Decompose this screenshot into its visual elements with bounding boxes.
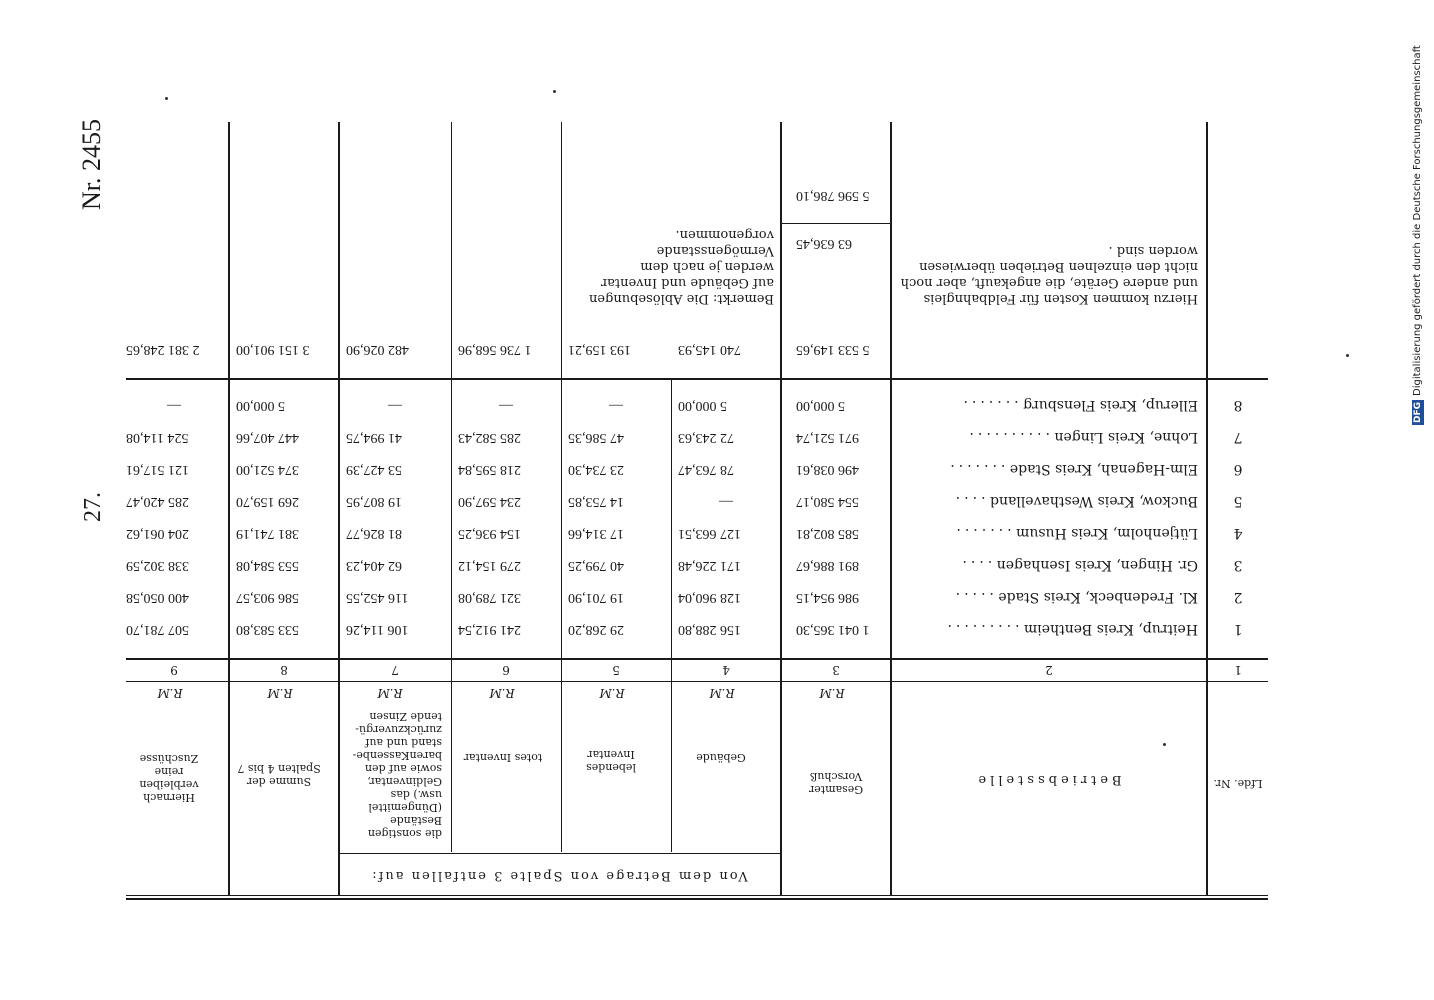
cell-c8: 269 159,70 <box>236 494 299 509</box>
row-name: Buckow, Kreis Westhavelland .... <box>951 493 1198 509</box>
cell-c6: 218 595,84 <box>458 462 521 477</box>
scan-speck <box>165 97 168 100</box>
cell-c5: 47 586,35 <box>568 430 624 445</box>
row-name: Elm-Hagenah, Kreis Stade ....... <box>946 461 1198 477</box>
cell-c5: 23 734,30 <box>568 462 624 477</box>
cell-c6: 321 789,08 <box>458 590 521 605</box>
row-name: Gr. Hingen, Kreis Isenhagen .... <box>958 557 1198 573</box>
unit-c8: R.M <box>267 686 293 700</box>
header-sonstige-bestaende: die sonstigen Bestände (Düngemittel usw.) das Geldinventar, sowie auf den barenKassenbestand und auf zurückzuvergütende Zinsen <box>352 710 442 840</box>
cell-c9: 338 302,59 <box>126 558 189 573</box>
cell-c6: 154 936,25 <box>458 526 521 541</box>
cell-c5: 29 268,20 <box>568 622 624 637</box>
row-name: Heitrup, Kreis Bentheim ......... <box>943 621 1198 637</box>
row-name: Kl. Fredenbeck, Kreis Stade ..... <box>951 589 1198 605</box>
header-lfde-nr: Lfde. Nr. <box>1213 777 1263 790</box>
column-number: 5 <box>612 663 620 677</box>
cell-c9: 524 114,08 <box>126 430 189 445</box>
unit-c7: R.M <box>377 686 403 700</box>
cell-c8: 553 584,08 <box>236 558 299 573</box>
cell-c7: 81 826,77 <box>346 526 402 541</box>
total-c5: 193 159,21 <box>568 342 631 357</box>
cell-c7: 53 427,39 <box>346 462 402 477</box>
page-number: 27. <box>80 492 106 522</box>
column-number: 6 <box>502 663 510 677</box>
series-label: Nr. 2455 <box>77 119 106 210</box>
unit-c4: R.M <box>709 686 735 700</box>
cell-c6: 285 582,43 <box>458 430 521 445</box>
row-number: 7 <box>1233 429 1243 445</box>
cell-c3: 986 954,15 <box>796 590 859 605</box>
column-number: 1 <box>1234 663 1242 677</box>
cell-c3: 496 038,61 <box>796 462 859 477</box>
column-number: 4 <box>722 663 730 677</box>
col-divider <box>228 122 230 896</box>
column-number: 8 <box>280 663 288 677</box>
header-lebendes-inventar: lebendes Inventar <box>586 748 636 774</box>
cell-c3: 971 521,74 <box>796 430 859 445</box>
unit-c9: R.M <box>157 686 183 700</box>
cell-c4: — <box>719 494 733 509</box>
row-number: 4 <box>1233 525 1243 541</box>
cell-c4: 128 960,04 <box>678 590 741 605</box>
total-c9: 2 381 248,65 <box>126 342 200 357</box>
row-number: 6 <box>1233 461 1243 477</box>
row-name: Lohne, Kreis Lingen .......... <box>965 429 1198 445</box>
cell-c6: 234 597,90 <box>458 494 521 509</box>
unit-c3: R.M <box>819 686 845 700</box>
cell-c7: 116 452,55 <box>346 590 409 605</box>
scan-speck <box>1163 743 1166 746</box>
header-reine-zuschuesse: Hiernach verbleiben reine Zuschüsse <box>139 752 199 804</box>
cell-c6: — <box>499 398 513 413</box>
column-number-rule <box>126 658 1268 660</box>
cell-c6: 279 154,12 <box>458 558 521 573</box>
cell-c3: 891 886,67 <box>796 558 859 573</box>
scan-speck <box>1346 354 1349 357</box>
cell-c9: 285 420,47 <box>126 494 189 509</box>
table-top-rule <box>126 898 1268 900</box>
cell-c5: — <box>609 398 623 413</box>
cell-c3: 585 802,81 <box>796 526 859 541</box>
cell-c5: 40 799,25 <box>568 558 624 573</box>
cell-c7: 41 994,75 <box>346 430 402 445</box>
column-number: 2 <box>1045 663 1053 677</box>
header-summe-spalten: Summe der Spalten 4 bis 7 <box>237 762 321 788</box>
cell-c4: 171 226,48 <box>678 558 741 573</box>
group-title-rule <box>339 853 780 854</box>
row-number: 3 <box>1233 557 1243 573</box>
table-top-rule-inner <box>126 895 1268 896</box>
remark: Bemerkt: Die Ablösebungen auf Gebäude und Inventar werden je nach dem Vermögensstande vorgenommen. <box>588 227 774 306</box>
header-totes-inventar: totes Inventar <box>463 751 543 764</box>
cell-c9: — <box>167 398 181 413</box>
cell-c7: — <box>388 398 402 413</box>
row-number: 2 <box>1233 589 1243 605</box>
dfg-logo: DFG <box>1413 401 1423 423</box>
cell-c4: 5 000,00 <box>678 398 727 413</box>
cell-c7: 106 114,26 <box>346 622 409 637</box>
cell-c4: 78 763,47 <box>678 462 734 477</box>
left-note: Hierzu kommen Kosten für Feldbahngleis und andere Geräte, die angekauft, aber noch nicht den einzelnen Betrieben überwiesen worden sind . <box>900 243 1198 306</box>
cell-c8: 447 407,66 <box>236 430 299 445</box>
row-name: Ellerup, Kreis Flensburg ....... <box>959 397 1198 413</box>
cell-c5: 17 314,66 <box>568 526 624 541</box>
cell-c3: 1 041 365,30 <box>796 622 870 637</box>
cell-c8: 586 903,57 <box>236 590 299 605</box>
cell-c8: 533 583,80 <box>236 622 299 637</box>
extra-cost-rule <box>782 223 890 224</box>
cell-c6: 241 912,54 <box>458 622 521 637</box>
body-bottom-rule <box>126 378 1268 380</box>
cell-c3: 554 580,17 <box>796 494 859 509</box>
header-betriebsstelle: Betriebsstelle <box>974 772 1122 787</box>
col-divider <box>451 122 452 852</box>
cell-c9: 204 061,62 <box>126 526 189 541</box>
cell-c8: 5 000,00 <box>236 398 285 413</box>
row-number: 5 <box>1233 493 1243 509</box>
header-group-title: Von dem Betrage von Spalte 3 entfallen auf: <box>370 868 748 883</box>
row-number: 1 <box>1233 621 1243 637</box>
total-c8: 3 151 901,00 <box>236 342 310 357</box>
scan-speck <box>553 90 556 93</box>
cell-c9: 507 781,70 <box>126 622 189 637</box>
col-divider <box>671 380 672 852</box>
digitization-credit <box>1412 0 1424 425</box>
cell-c9: 400 050,58 <box>126 590 189 605</box>
cell-c4: 72 243,63 <box>678 430 734 445</box>
cell-c4: 156 288,80 <box>678 622 741 637</box>
column-number: 9 <box>170 663 178 677</box>
extra-cost: 63 636,45 <box>796 236 852 251</box>
cell-c8: 374 521,00 <box>236 462 299 477</box>
cell-c5: 14 753,85 <box>568 494 624 509</box>
total-c4: 740 145,93 <box>678 342 741 357</box>
credit-text: Digitalisierung gefördert durch die Deutsche Forschungsgemeinschaft <box>1412 45 1423 396</box>
unit-rule <box>126 681 1268 682</box>
cell-c8: 381 741,19 <box>236 526 299 541</box>
cell-c7: 19 807,95 <box>346 494 402 509</box>
cell-c9: 121 517,61 <box>126 462 189 477</box>
total-c7: 482 026,90 <box>346 342 409 357</box>
cell-c5: 19 701,90 <box>568 590 624 605</box>
grand-total: 5 596 786,10 <box>796 188 870 203</box>
unit-c5: R.M <box>599 686 625 700</box>
col-divider <box>338 122 340 896</box>
row-number: 8 <box>1233 397 1243 413</box>
total-c6: 1 736 568,96 <box>458 342 532 357</box>
unit-c6: R.M <box>489 686 515 700</box>
col-divider <box>780 122 782 896</box>
cell-c3: 5 000,00 <box>796 398 845 413</box>
column-number: 3 <box>832 663 840 677</box>
col-divider <box>561 122 562 852</box>
col-divider <box>890 122 892 896</box>
cell-c7: 62 404,23 <box>346 558 402 573</box>
cell-c4: 127 663,51 <box>678 526 741 541</box>
header-gesamter-vorschuss: Gesamter Vorschuß <box>808 770 864 796</box>
row-name: Lütjenholm, Kreis Husum ....... <box>952 525 1198 541</box>
total-c3: 5 533 149,65 <box>796 342 870 357</box>
column-number: 7 <box>391 663 399 677</box>
header-gebaeude: Gebäude <box>696 751 746 764</box>
